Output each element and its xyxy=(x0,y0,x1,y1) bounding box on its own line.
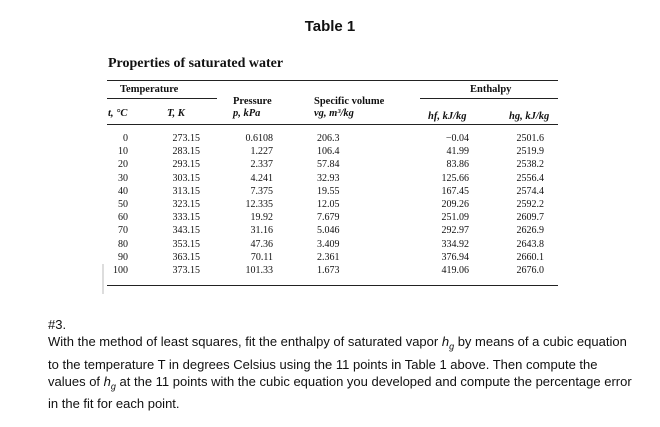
header-specific-volume-unit: νg, m³/kg xyxy=(314,108,354,119)
header-enthalpy: Enthalpy xyxy=(470,84,512,95)
cell-t-kelvin: 303.15 xyxy=(172,172,200,184)
cell-specific-volume: 19.55 xyxy=(317,185,340,197)
cell-specific-volume: 57.84 xyxy=(317,159,340,171)
cell-hf: 83.86 xyxy=(446,159,469,171)
cell-hg: 2538.2 xyxy=(516,159,544,171)
header-specific-volume: Specific volume xyxy=(314,96,385,107)
table-title: Table 1 xyxy=(304,18,356,35)
cell-t-celsius: 10 xyxy=(118,146,128,158)
cell-t-celsius: 60 xyxy=(118,212,128,224)
cell-pressure: 0.6108 xyxy=(245,133,273,144)
cell-t-celsius: 50 xyxy=(118,199,128,210)
cell-hf: 334.92 xyxy=(441,238,469,250)
cell-specific-volume: 32.93 xyxy=(317,172,340,184)
table-top-rule xyxy=(107,80,558,81)
header-hf: hf, kJ/kg xyxy=(428,111,467,122)
cell-t-celsius: 90 xyxy=(118,251,128,263)
cell-specific-volume: 3.409 xyxy=(317,238,340,250)
temperature-group-rule xyxy=(107,98,217,99)
header-hg: hg, kJ/kg xyxy=(509,111,550,122)
cell-hf: 251.09 xyxy=(441,212,469,224)
cell-specific-volume: 206.3 xyxy=(317,133,340,144)
header-pressure: Pressure xyxy=(233,96,272,107)
problem-body: With the method of least squares, fit the enthalpy of saturated vapor $h_g$ by means of a cubic equation to the temperature T in degrees Celsius using the 11 points in Table 1 above. Then compute the values of $h_g$ at the 11 points with the cubic equation you developed and compute the percentage error in the fit for each point. xyxy=(48,334,632,412)
table-caption: Properties of saturated water xyxy=(108,56,284,71)
header-bottom-rule xyxy=(107,124,558,125)
cell-t-celsius: 30 xyxy=(118,172,128,184)
cell-hg: 2519.9 xyxy=(516,146,544,158)
cell-specific-volume: 5.046 xyxy=(317,225,340,237)
cell-specific-volume: 7.679 xyxy=(317,212,340,224)
cell-hg: 2643.8 xyxy=(516,238,544,250)
cell-t-kelvin: 343.15 xyxy=(172,225,200,237)
cell-t-celsius: 20 xyxy=(118,159,128,171)
cell-pressure: 4.241 xyxy=(250,172,273,184)
cell-specific-volume: 12.05 xyxy=(317,199,340,210)
cell-t-celsius: 80 xyxy=(118,238,128,250)
cell-hf: 376.94 xyxy=(441,251,469,263)
table-bottom-rule xyxy=(107,285,558,286)
cell-hf: 125.66 xyxy=(441,172,469,184)
cell-specific-volume: 1.673 xyxy=(317,265,340,276)
cell-pressure: 31.16 xyxy=(250,225,273,237)
cell-pressure: 1.227 xyxy=(250,146,273,158)
scan-edge-mark xyxy=(102,264,104,294)
cell-t-celsius: 0 xyxy=(123,133,128,144)
cell-hf: −0.04 xyxy=(445,133,469,144)
cell-t-kelvin: 273.15 xyxy=(172,133,200,144)
cell-hg: 2676.0 xyxy=(516,265,544,276)
problem-number: #3. xyxy=(48,317,67,332)
cell-hg: 2592.2 xyxy=(516,199,544,210)
cell-t-kelvin: 293.15 xyxy=(172,159,200,171)
cell-hg: 2501.6 xyxy=(516,133,544,144)
cell-t-kelvin: 363.15 xyxy=(172,251,200,263)
cell-pressure: 70.11 xyxy=(250,251,273,263)
cell-hg: 2626.9 xyxy=(516,225,544,237)
cell-pressure: 12.335 xyxy=(245,199,273,210)
cell-hf: 41.99 xyxy=(446,146,469,158)
cell-hg: 2609.7 xyxy=(516,212,544,224)
header-t-celsius: t, °C xyxy=(108,108,128,119)
problem-text xyxy=(48,316,638,412)
cell-t-celsius: 40 xyxy=(118,185,128,197)
header-pressure-unit: p, kPa xyxy=(233,108,261,119)
cell-specific-volume: 2.361 xyxy=(317,251,340,263)
cell-t-kelvin: 283.15 xyxy=(172,146,200,158)
cell-t-celsius: 100 xyxy=(113,265,128,276)
cell-t-kelvin: 353.15 xyxy=(172,238,200,250)
cell-pressure: 19.92 xyxy=(250,212,273,224)
cell-hf: 209.26 xyxy=(441,199,469,210)
cell-specific-volume: 106.4 xyxy=(317,146,340,158)
header-t-kelvin: T, K xyxy=(167,108,185,119)
cell-hf: 167.45 xyxy=(441,185,469,197)
cell-t-celsius: 70 xyxy=(118,225,128,237)
cell-hg: 2660.1 xyxy=(516,251,544,263)
cell-hg: 2556.4 xyxy=(516,172,544,184)
cell-t-kelvin: 323.15 xyxy=(172,199,200,210)
cell-t-kelvin: 373.15 xyxy=(172,265,200,276)
header-temperature: Temperature xyxy=(120,84,179,95)
cell-pressure: 101.33 xyxy=(245,265,273,276)
cell-pressure: 47.36 xyxy=(250,238,273,250)
enthalpy-group-rule xyxy=(420,98,558,99)
cell-t-kelvin: 333.15 xyxy=(172,212,200,224)
cell-pressure: 7.375 xyxy=(250,185,273,197)
cell-t-kelvin: 313.15 xyxy=(172,185,200,197)
cell-hf: 419.06 xyxy=(441,265,469,276)
cell-hg: 2574.4 xyxy=(516,185,544,197)
cell-hf: 292.97 xyxy=(441,225,469,237)
cell-pressure: 2.337 xyxy=(250,159,273,171)
